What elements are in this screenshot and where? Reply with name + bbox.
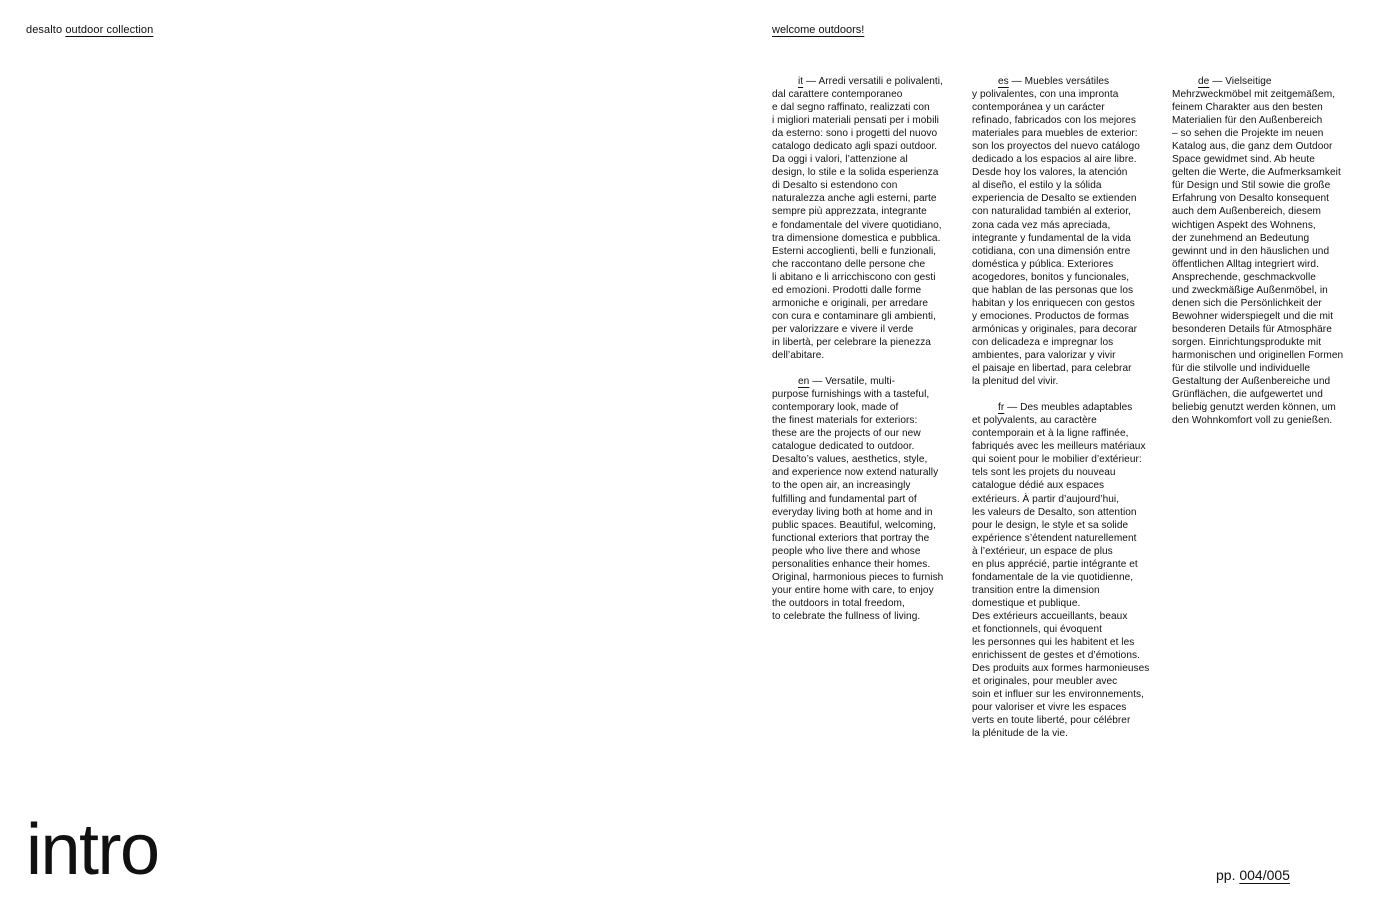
page-numbers bbox=[1216, 866, 1290, 884]
paragraph-de: de — Vielseitige Mehrzweckmöbel mit zeitgemäßem, feinem Charakter aus den besten Materialien für den Außenbereich – so sehen die Projekte im neuen Katalog aus, die ganz dem Outdoor Space gewidmet sind. Ab heute gelten die Werte, die Aufmerksamkeit für Design und Stil sowie die große Erfahrung von Desalto konsequent auch dem Außenbereich, diesem wichtigen Aspekt des Wohnens, der zunehmend an Bedeutung gewinnt und in den häuslichen und öffentlichen Alltag integriert wird. Ansprechende, geschmackvolle und zweckmäßige Außenmöbel, in denen sich die Persönlichkeit der Bewohner widerspiegelt und die mit besonderen Details für Atmosphäre sorgen. Einrichtungsprodukte mit harmonischen und originellen Formen für die stilvolle und individuelle Gestaltung der Außenbereiche und Grünflächen, die aufgewertet und beliebig genutzt werden können, um den Wohnkomfort voll zu genießen. bbox=[1172, 76, 1344, 427]
paragraph-es: es — Muebles versátiles y polivalentes, con una impronta contemporánea y un carácter refinado, fabricados con los mejores materiales para muebles de exterior: son los proyectos del nuevo catálogo dedicado a los espacios al aire libre. Desde hoy los valores, la atención al diseño, el estilo y la sólida experiencia de Desalto se extienden con naturalidad también al exterior, zona cada vez más apreciada, integrante y fundamental de la vida cotidiana, con una dimensión entre doméstica y pública. Exteriores acogedores, bonitos y funcionales, que hablan de las personas que los habitan y los enriquecen con gestos y emociones. Productos de formas armónicas y originales, para decorar con delicadeza e impregnar los ambientes, para valorizar y vivir el paisaje en libertad, para celebrar la plenitud del vivir. bbox=[972, 76, 1140, 388]
text-column-2 bbox=[972, 75, 1164, 740]
paragraph-fr: fr — Des meubles adaptables et polyvalents, au caractère contemporain et à la ligne raffinée, fabriqués avec les meilleurs matériaux qui soient pour le mobilier d’extérieur: tels sont les projets du nouveau catalogue dédié aux espaces extérieurs. À partir d’aujourd’hui, les valeurs de Desalto, son attention pour le design, le style et sa solide expérience s’étendent naturellement à l’extérieur, un espace de plus en plus apprécié, partie intégrante et fondamentale de la vie quotidienne, transition entre la dimension domestique et publique. Des extérieurs accueillants, beaux et fonctionnels, qui évoquent les personnes qui les habitent et les enrichissent de gestes et d’émotions. Des produits aux formes harmonieuses et originales, pour meubler avec soin et influer sur les environnements, pour valoriser et vivre les espaces verts en toute liberté, pour célébrer la plénitude de la vie. bbox=[972, 402, 1150, 740]
pages-prefix: pp. bbox=[1216, 867, 1236, 883]
section-heading bbox=[772, 23, 864, 37]
brand-name: desalto bbox=[26, 24, 63, 36]
lang-code-fr: fr bbox=[998, 402, 1005, 414]
page-title: intro bbox=[26, 810, 159, 890]
paragraph-it: it — Arredi versatili e polivalenti, dal carattere contemporaneo e dal segno raffinato, realizzati con i migliori materiali pensati per i mobili da esterno: sono i progetti del nuovo catalogo dedicato agli spazi outdoor. Da oggi i valori, l’attenzione al design, lo stile e la solida esperienza di Desalto si estendono con naturalezza anche agli esterni, parte sempre più apprezzata, integrante e fondamentale del vivere quotidiano, tra dimensione domestica e pubblica. Esterni accoglienti, belli e funzionali, che raccontano delle persone che li abitano e li arricchiscono con gesti ed emozioni. Prodotti dalle forme armoniche e originali, per arredare con cura e contaminare gli ambienti, per valorizzare e vivere il verde in libertà, per celebrare la pienezza dell’abitare. bbox=[772, 76, 943, 361]
text-fr: Des meubles adaptables et polyvalents, au caractère contemporain et à la ligne raffinée, fabriqués avec les meilleurs matériaux qui soient pour le mobilier d’extérieur: tels sont les projets du nouveau catalogue dédié aux espaces extérieurs. À partir d’aujourd’hui, les valeurs de Desalto, son attention pour le design, le style et sa solide expérience s’étendent naturellement à l’extérieur, un espace de plus en plus apprécié, partie intégrante et fondamentale de la vie quotidienne, transition entre la dimension domestique et publique. Des extérieurs accueillants, beaux et fonctionnels, qui évoquent les personnes qui les habitent et les enrichissent de gestes et d’émotions. Des produits aux formes harmonieuses et originales, pour meubler avec soin et influer sur les environnements, pour valoriser et vivre les espaces verts en toute liberté, pour célébrer la plénitude de la vie. bbox=[972, 402, 1150, 740]
text-de: Vielseitige Mehrzweckmöbel mit zeitgemäßem, feinem Charakter aus den besten Materialien für den Außenbereich – so sehen die Projekte im neuen Katalog aus, die ganz dem Outdoor Space gewidmet sind. Ab heute gelten die Werte, die Aufmerksamkeit für Design und Stil sowie die große Erfahrung von Desalto konsequent auch dem Außenbereich, diesem wichtigen Aspekt des Wohnens, der zunehmend an Bedeutung gewinnt und in den häuslichen und öffentlichen Alltag integriert wird. Ansprechende, geschmackvolle und zweckmäßige Außenmöbel, in denen sich die Persönlichkeit der Bewohner widerspiegelt und die mit besonderen Details für Atmosphäre sorgen. Einrichtungsprodukte mit harmonischen und originellen Formen für die stilvolle und individuelle Gestaltung der Außenbereiche und Grünflächen, die aufgewertet und beliebig genutzt werden können, um den Wohnkomfort voll zu genießen. bbox=[1172, 76, 1344, 427]
text-column-3 bbox=[1172, 75, 1364, 427]
brand-header bbox=[26, 23, 153, 37]
lang-code-de: de bbox=[1198, 76, 1210, 87]
lang-code-en: en bbox=[798, 376, 810, 388]
text-es: Muebles versátiles y polivalentes, con una impronta contemporánea y un carácter refinado, fabricados con los mejores materiales para muebles de exterior: son los proyectos del nuevo catálogo dedicado a los espacios al aire libre. Desde hoy los valores, la atención al diseño, el estilo y la sólida experiencia de Desalto se extienden con naturalidad también al exterior, zona cada vez más apreciada, integrante y fundamental de la vida cotidiana, con una dimensión entre doméstica y pública. Exteriores acogedores, bonitos y funcionales, que hablan de las personas que los habitan y los enriquecen con gestos y emociones. Productos de formas armónicas y originales, para decorar con delicadeza e impregnar los ambientes, para valorizar y vivir el paisaje en libertad, para celebrar la plenitud del vivir. bbox=[972, 76, 1140, 388]
pages-range: 004/005 bbox=[1239, 867, 1290, 883]
text-en: Versatile, multi- purpose furnishings with a tasteful, contemporary look, made of the finest materials for exteriors: these are the projects of our new catalogue dedicated to outdoor. Desalto’s values, aesthetics, style, and experience now extend naturally to the open air, an increasingly fulfilling and fundamental part of everyday living both at home and in public spaces. Beautiful, welcoming, functional exteriors that portray the people who live there and whose personalities enhance their homes. Original, harmonious pieces to furnish your entire home with care, to enjoy the outdoors in total freedom, to celebrate the fullness of living. bbox=[772, 376, 944, 622]
text-it: Arredi versatili e polivalenti, dal carattere contemporaneo e dal segno raffinato, realizzati con i migliori materiali pensati per i mobili da esterno: sono i progetti del nuovo catalogo dedicato agli spazi outdoor. Da oggi i valori, l’attenzione al design, lo stile e la solida esperienza di Desalto si estendono con naturalezza anche agli esterni, parte sempre più apprezzata, integrante e fondamentale del vivere quotidiano, tra dimensione domestica e pubblica. Esterni accoglienti, belli e funzionali, che raccontano delle persone che li abitano e li arricchiscono con gesti ed emozioni. Prodotti dalle forme armoniche e originali, per arredare con cura e contaminare gli ambienti, per valorizzare e vivere il verde in libertà, per celebrare la pienezza dell’abitare. bbox=[772, 76, 943, 361]
lang-code-es: es bbox=[998, 76, 1009, 87]
paragraph-en: en — Versatile, multi- purpose furnishings with a tasteful, contemporary look, made of the finest materials for exteriors: these are the projects of our new catalogue dedicated to outdoor. Desalto’s values, aesthetics, style, and experience now extend naturally to the open air, an increasingly fulfilling and fundamental part of everyday living both at home and in public spaces. Beautiful, welcoming, functional exteriors that portray the people who live there and whose personalities enhance their homes. Original, harmonious pieces to furnish your entire home with care, to enjoy the outdoors in total freedom, to celebrate the fullness of living. bbox=[772, 376, 944, 622]
welcome-heading: welcome outdoors! bbox=[772, 24, 865, 36]
lang-code-it: it bbox=[798, 76, 804, 87]
text-column-1 bbox=[772, 75, 964, 623]
collection-link[interactable]: outdoor collection bbox=[65, 24, 154, 36]
